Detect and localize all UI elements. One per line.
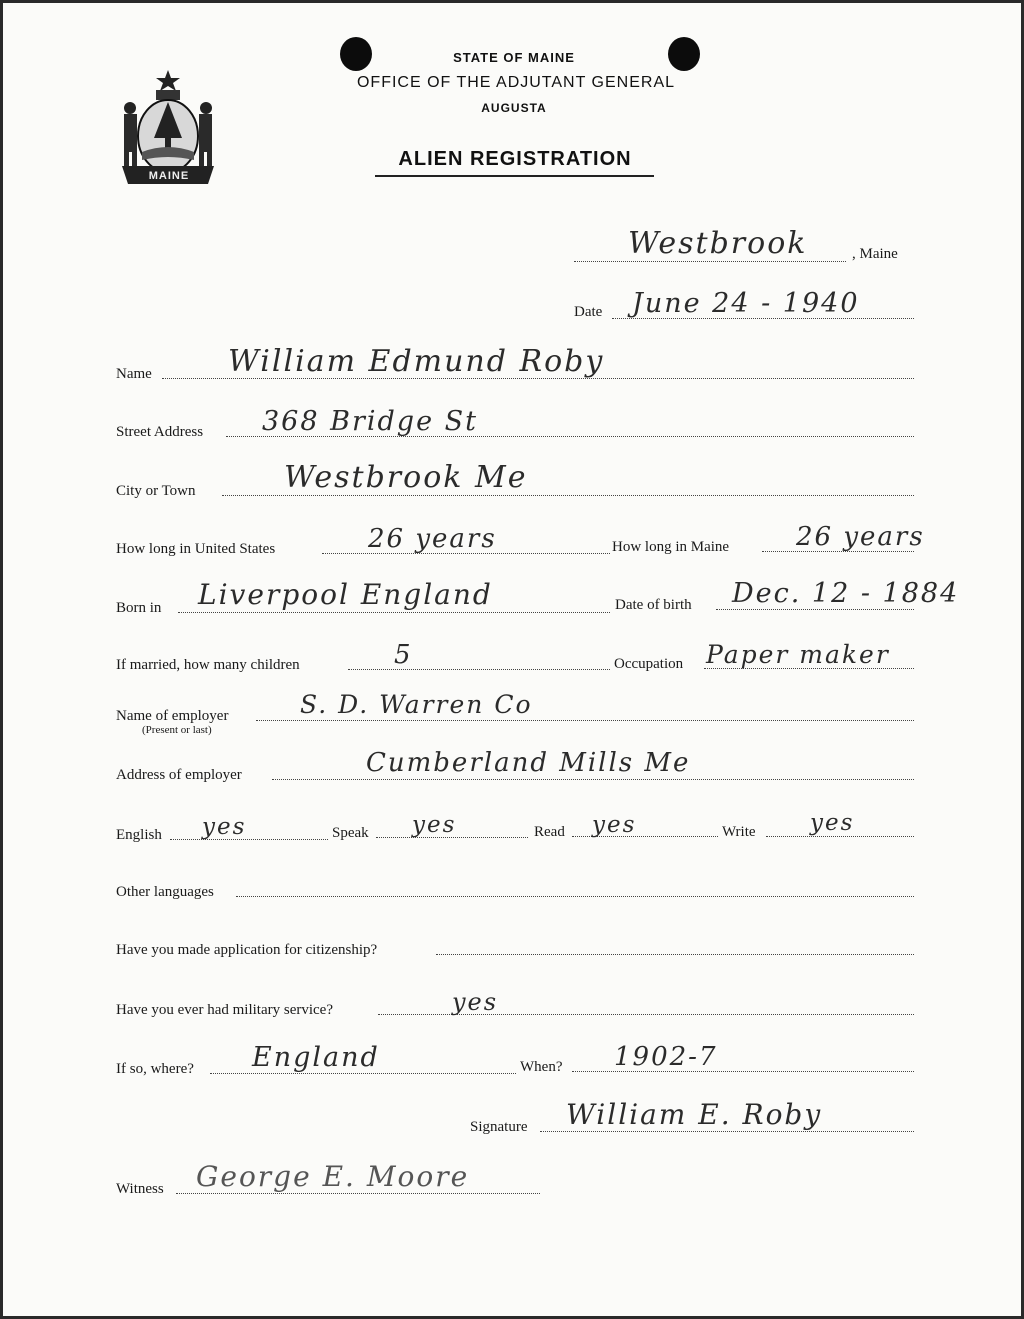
city-dotted-line [222, 495, 914, 496]
title-underline [375, 175, 654, 177]
how-long-us-value[interactable]: 26 years [368, 524, 497, 554]
header-office: OFFICE OF THE ADJUTANT GENERAL [356, 74, 676, 91]
employer-label: Name of employer [116, 708, 229, 724]
header-state: STATE OF MAINE [453, 50, 575, 65]
english-dotted-line [170, 839, 328, 840]
children-dotted-line [348, 669, 610, 670]
occupation-label: Occupation [614, 656, 684, 672]
when-label: When? [520, 1059, 563, 1075]
city-label: City or Town [116, 483, 196, 499]
town-value[interactable]: Westbrook [628, 226, 808, 261]
dob-value[interactable]: Dec. 12 - 1884 [732, 578, 960, 609]
witness-label: Witness [116, 1181, 164, 1197]
how-long-maine-label: How long in Maine [612, 539, 730, 555]
header-city: AUGUSTA [481, 101, 547, 115]
signature-label: Signature [470, 1119, 528, 1135]
english-label: English [116, 827, 162, 843]
children-label: If married, how many children [116, 657, 300, 673]
born-in-label: Born in [116, 600, 162, 616]
where-value[interactable]: England [252, 1042, 380, 1073]
employer-address-dotted-line [272, 779, 914, 780]
occupation-value[interactable]: Paper maker [706, 640, 890, 669]
employer-address-value[interactable]: Cumberland Mills Me [366, 748, 691, 778]
signature-dotted-line [540, 1131, 914, 1132]
write-value[interactable]: yes [810, 810, 855, 836]
dob-dotted-line [716, 609, 914, 610]
street-label: Street Address [116, 424, 204, 440]
employer-address-label: Address of employer [116, 767, 242, 783]
scan-border-left [0, 0, 3, 1319]
city-value[interactable]: Westbrook Me [284, 460, 528, 495]
english-value[interactable]: yes [202, 814, 247, 840]
name-label: Name [116, 366, 152, 382]
witness-value[interactable]: George E. Moore [196, 1160, 470, 1193]
write-dotted-line [766, 836, 914, 837]
speak-label: Speak [332, 825, 369, 841]
punch-hole-right [668, 37, 700, 71]
read-label: Read [534, 824, 565, 840]
children-value[interactable]: 5 [394, 640, 413, 670]
town-dotted-line [574, 261, 846, 262]
date-label: Date [574, 304, 603, 320]
maine-suffix-label: , Maine [852, 246, 898, 262]
employer-note: (Present or last) [142, 724, 212, 736]
speak-value[interactable]: yes [412, 812, 457, 838]
where-label: If so, where? [116, 1061, 194, 1077]
seal-banner-text: MAINE [148, 170, 190, 182]
citizenship-label: Have you made application for citizenship? [116, 942, 378, 958]
how-long-us-label: How long in United States [116, 541, 276, 557]
employer-dotted-line [256, 720, 914, 721]
military-value[interactable]: yes [452, 988, 499, 1016]
name-value[interactable]: William Edmund Roby [228, 344, 605, 379]
born-in-value[interactable]: Liverpool England [198, 578, 493, 611]
street-value[interactable]: 368 Bridge St [262, 406, 478, 437]
scan-border-top [0, 0, 1024, 3]
read-value[interactable]: yes [592, 812, 637, 838]
form-title: ALIEN REGISTRATION [398, 148, 632, 170]
where-dotted-line [210, 1073, 516, 1074]
witness-dotted-line [176, 1193, 540, 1194]
maine-state-seal-icon [114, 68, 222, 186]
how-long-maine-value[interactable]: 26 years [796, 522, 925, 552]
employer-value[interactable]: S. D. Warren Co [300, 690, 533, 719]
date-value[interactable]: June 24 - 1940 [632, 288, 860, 319]
punch-hole-left [340, 37, 372, 71]
other-languages-label: Other languages [116, 884, 214, 900]
signature-value[interactable]: William E. Roby [566, 1098, 823, 1131]
born-in-dotted-line [178, 612, 610, 613]
write-label: Write [722, 824, 756, 840]
citizenship-dotted-line [436, 954, 914, 955]
when-value[interactable]: 1902-7 [614, 1042, 718, 1072]
military-label: Have you ever had military service? [116, 1002, 333, 1018]
dob-label: Date of birth [615, 597, 692, 613]
other-languages-dotted-line [236, 896, 914, 897]
